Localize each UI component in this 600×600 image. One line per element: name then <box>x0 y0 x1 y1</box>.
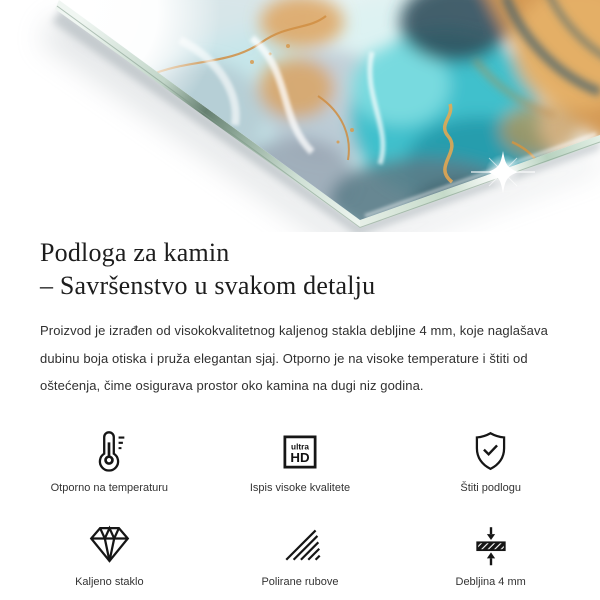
feature-label: Ispis visoke kvalitete <box>249 481 351 494</box>
feature-tempered-glass <box>14 520 205 588</box>
feature-grid <box>14 426 586 588</box>
product-paragraph: Proizvod je izrađen od visokokvalitetnog kaljenog stakla debljine 4 mm, koje naglašava dubinu boja otiska i pruža elegantan sjaj. Otporno je na visoke temperature i štiti od oštećenja, čime osigurava prostor oko kamina na dugi niz godina. <box>40 323 548 393</box>
shield-check-icon <box>468 426 513 474</box>
polished-edges-icon <box>278 520 322 568</box>
feature-print-quality <box>205 426 396 494</box>
ultra-hd-icon <box>278 426 322 474</box>
thermometer-icon <box>86 426 132 474</box>
feature-temperature-resistant <box>14 426 205 494</box>
feature-label: Kaljeno staklo <box>75 575 144 588</box>
page-title <box>40 236 560 302</box>
feature-label: Polirane rubove <box>261 575 339 588</box>
feature-label: Otporno na temperaturu <box>50 481 169 494</box>
title-line-2: – Savršenstvo u svakom detalju <box>40 271 376 300</box>
ultra-hd-text-bottom: HD <box>290 449 310 465</box>
feature-label: Štiti podlogu <box>460 481 521 494</box>
feature-protects-surface <box>395 426 586 494</box>
product-hero-image <box>0 0 600 232</box>
glass-panel-photo <box>0 0 600 232</box>
diamond-icon <box>87 520 132 568</box>
feature-thickness <box>395 520 586 588</box>
title-line-1: Podloga za kamin <box>40 238 230 267</box>
product-description-section <box>0 236 600 400</box>
ultra-hd-text-top: ultra <box>291 442 309 452</box>
thickness-icon <box>469 520 513 568</box>
feature-polished-edges <box>205 520 396 588</box>
feature-label: Debljina 4 mm <box>455 575 526 588</box>
